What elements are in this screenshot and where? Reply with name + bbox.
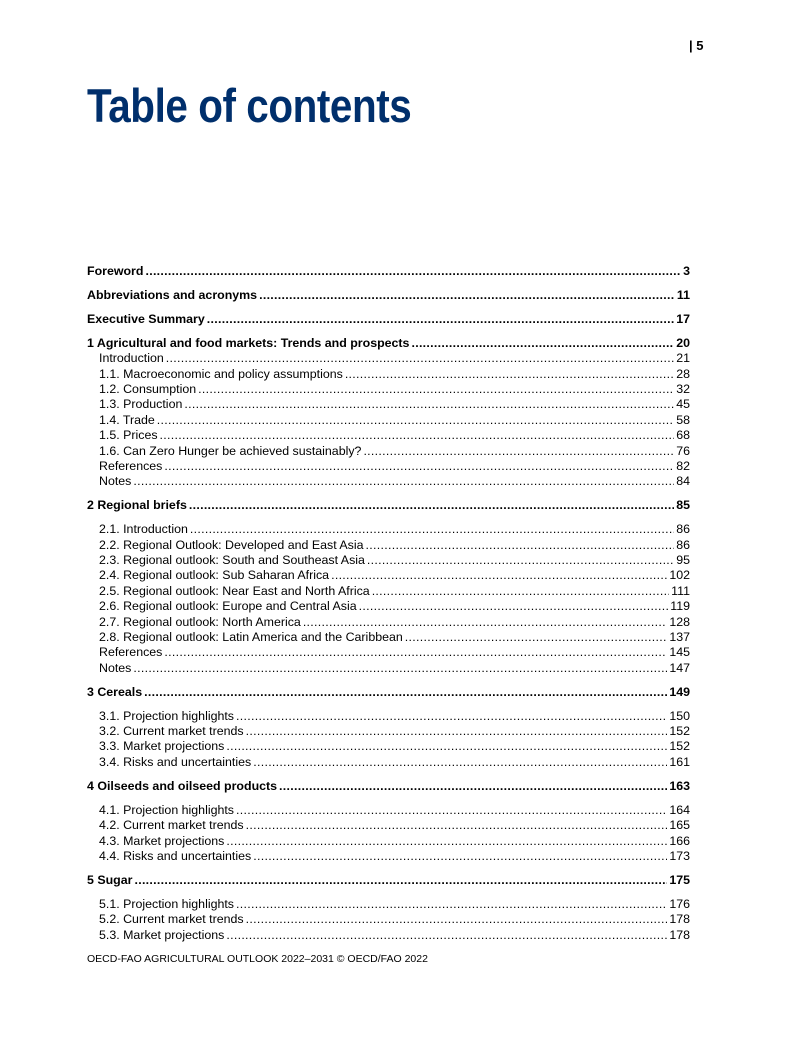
toc-entry-page: 58 <box>676 412 690 427</box>
toc-entry-page: 95 <box>676 553 690 567</box>
toc-entry[interactable] <box>87 685 690 700</box>
toc-entry-label: 1.1. Macroeconomic and policy assumptions <box>99 366 343 381</box>
toc-entry-page: 128 <box>669 614 690 629</box>
toc-entry[interactable] <box>87 818 690 833</box>
toc-entry-page: 175 <box>669 872 690 887</box>
dot-leader <box>166 351 674 366</box>
dot-leader <box>259 288 675 303</box>
dot-leader <box>372 584 669 599</box>
toc-entry-page: 85 <box>676 498 690 513</box>
toc-entry-page: 149 <box>669 684 690 699</box>
toc-entry-page: 165 <box>669 818 690 833</box>
toc-entry-page: 28 <box>676 366 690 381</box>
dot-leader <box>190 522 674 537</box>
toc-entry-label: 2.2. Regional Outlook: Developed and East Asia <box>99 537 364 552</box>
toc-entry-page: 147 <box>669 660 690 675</box>
toc-entry[interactable] <box>87 599 690 614</box>
toc-entry-label: References <box>99 645 163 660</box>
toc-entry[interactable] <box>87 382 690 397</box>
toc-entry[interactable] <box>87 661 690 676</box>
toc-entry[interactable] <box>87 413 690 428</box>
toc-entry-label: 5.1. Projection highlights <box>99 896 235 911</box>
dot-leader <box>246 724 668 739</box>
toc-entry-page: 152 <box>669 724 690 739</box>
toc-entry-page: 152 <box>669 739 690 754</box>
dot-leader <box>226 834 667 849</box>
dot-leader <box>366 538 675 553</box>
dot-leader <box>246 912 668 927</box>
toc-entry[interactable] <box>87 630 690 645</box>
toc-entry-label: 2.8. Regional outlook: Latin America and the Caribbean <box>99 630 403 645</box>
toc-entry[interactable] <box>87 739 690 754</box>
dot-leader <box>236 709 667 724</box>
dot-leader <box>133 474 674 489</box>
toc-entry-label: Notes <box>99 660 132 675</box>
toc-entry-label: 5.2. Current market trends <box>99 912 244 927</box>
dot-leader <box>145 264 681 279</box>
toc-entry-page: 178 <box>669 927 690 942</box>
toc-entry-label: 2 Regional briefs <box>87 498 187 513</box>
dot-leader <box>279 779 667 794</box>
toc-entry-label: 4.2. Current market trends <box>99 818 244 833</box>
toc-entry-label: 1.3. Production <box>99 397 183 412</box>
dot-leader <box>226 928 667 943</box>
toc-entry[interactable] <box>87 568 690 583</box>
toc-entry-label: 4.3. Market projections <box>99 833 225 848</box>
toc-entry[interactable] <box>87 779 690 794</box>
toc-entry-label: 2.3. Regional outlook: South and Southeast Asia <box>99 553 365 567</box>
toc-entry[interactable] <box>87 584 690 599</box>
toc-entry[interactable] <box>87 522 690 537</box>
toc-entry-label: Introduction <box>99 351 164 366</box>
dot-leader <box>236 897 667 912</box>
toc-entry-label: Executive Summary <box>87 311 205 326</box>
toc-entry[interactable] <box>87 849 690 864</box>
dot-leader <box>207 312 674 327</box>
toc-entry-label: 2.6. Regional outlook: Europe and Central Asia <box>99 599 357 614</box>
toc-entry-page: 102 <box>669 568 690 583</box>
toc-entry-page: 176 <box>669 896 690 911</box>
dot-leader <box>226 739 667 754</box>
page-footer: OECD-FAO AGRICULTURAL OUTLOOK 2022–2031 © OECD/FAO 2022 <box>87 953 428 965</box>
toc-entry-page: 45 <box>676 397 690 412</box>
toc-entry-page: 173 <box>669 848 690 863</box>
toc-entry[interactable] <box>87 928 690 943</box>
toc-entry-page: 20 <box>676 335 690 350</box>
toc-entry-page: 86 <box>676 522 690 537</box>
toc-entry-page: 82 <box>676 458 690 473</box>
toc-entry[interactable] <box>87 351 690 366</box>
toc-entry[interactable] <box>87 397 690 412</box>
dot-leader <box>164 459 674 474</box>
toc-entry-label: 3.4. Risks and uncertainties <box>99 754 252 769</box>
toc-entry-page: 163 <box>669 778 690 793</box>
dot-leader <box>157 413 674 428</box>
toc-entry-page: 3 <box>683 264 690 278</box>
toc-entry-page: 178 <box>669 912 690 927</box>
dot-leader <box>253 755 667 770</box>
toc-entry-label: 5 Sugar <box>87 872 133 887</box>
dot-leader <box>253 849 667 864</box>
toc-entry-label: 4.1. Projection highlights <box>99 802 235 817</box>
toc-entry[interactable] <box>87 724 690 739</box>
toc-entry[interactable] <box>87 553 690 568</box>
toc-entry-label: 3.1. Projection highlights <box>99 708 235 723</box>
dot-leader <box>246 818 668 833</box>
toc-entry-label: 1.2. Consumption <box>99 381 197 396</box>
toc-entry[interactable] <box>87 538 690 553</box>
toc-entry[interactable] <box>87 615 690 630</box>
dot-leader <box>345 367 674 382</box>
dot-leader <box>236 803 667 818</box>
toc-entry-label: 3.2. Current market trends <box>99 724 244 739</box>
toc-entry-label: 1.4. Trade <box>99 412 155 427</box>
table-of-contents <box>87 264 690 943</box>
dot-leader <box>367 553 674 568</box>
toc-entry[interactable] <box>87 834 690 849</box>
dot-leader <box>363 444 674 459</box>
toc-entry-page: 21 <box>676 351 690 366</box>
toc-entry-page: 11 <box>676 287 690 302</box>
toc-entry[interactable] <box>87 474 690 489</box>
toc-entry-label: 1 Agricultural and food markets: Trends and prospects <box>87 335 410 350</box>
toc-entry-page: 161 <box>669 754 690 769</box>
dot-leader <box>189 498 674 513</box>
toc-entry[interactable] <box>87 897 690 912</box>
toc-entry-page: 166 <box>669 833 690 848</box>
dot-leader <box>160 428 675 443</box>
toc-entry-label: Foreword <box>87 264 144 278</box>
toc-entry-label: 2.4. Regional outlook: Sub Saharan Africa <box>99 568 330 583</box>
toc-entry-label: 3.3. Market projections <box>99 739 225 754</box>
toc-entry-page: 86 <box>676 537 690 552</box>
dot-leader <box>133 661 667 676</box>
toc-entry-page: 137 <box>669 630 690 645</box>
toc-entry-label: 3 Cereals <box>87 684 143 699</box>
dot-leader <box>405 630 668 645</box>
toc-entry[interactable] <box>87 645 690 660</box>
toc-entry[interactable] <box>87 755 690 770</box>
toc-entry-label: 2.1. Introduction <box>99 522 188 537</box>
dot-leader <box>184 397 674 412</box>
toc-entry[interactable] <box>87 367 690 382</box>
toc-entry-page: 32 <box>676 381 690 396</box>
toc-entry-page: 145 <box>669 645 690 660</box>
toc-entry-page: 164 <box>669 802 690 817</box>
dot-leader <box>198 382 674 397</box>
toc-entry[interactable] <box>87 336 690 351</box>
toc-entry-page: 68 <box>676 428 690 443</box>
toc-entry[interactable] <box>87 444 690 459</box>
page-title: Table of contents <box>87 79 412 132</box>
toc-entry-label: 4 Oilseeds and oilseed products <box>87 778 278 793</box>
toc-entry-label: 2.5. Regional outlook: Near East and North Africa <box>99 583 370 598</box>
toc-entry-page: 150 <box>669 708 690 723</box>
toc-entry-label: Notes <box>99 474 132 489</box>
toc-entry-page: 17 <box>676 311 690 326</box>
page-number: | 5 <box>689 38 704 53</box>
toc-entry[interactable] <box>87 873 690 888</box>
toc-entry[interactable] <box>87 912 690 927</box>
toc-entry-label: 5.3. Market projections <box>99 927 225 942</box>
toc-entry[interactable] <box>87 498 690 513</box>
dot-leader <box>303 615 668 630</box>
toc-entry[interactable] <box>87 803 690 818</box>
toc-entry-label: 1.5. Prices <box>99 428 158 443</box>
toc-entry[interactable] <box>87 312 690 327</box>
toc-entry-label: Abbreviations and acronyms <box>87 287 258 302</box>
toc-entry[interactable] <box>87 709 690 724</box>
dot-leader <box>144 685 667 700</box>
toc-entry[interactable] <box>87 264 690 279</box>
toc-entry-label: 1.6. Can Zero Hunger be achieved sustainably? <box>99 443 362 458</box>
dot-leader <box>134 873 667 888</box>
dot-leader <box>359 599 669 614</box>
toc-entry-page: 111 <box>671 583 690 598</box>
toc-entry-label: 4.4. Risks and uncertainties <box>99 848 252 863</box>
toc-entry[interactable] <box>87 459 690 474</box>
dot-leader <box>164 645 667 660</box>
dot-leader <box>411 336 674 351</box>
toc-entry-page: 76 <box>676 443 690 458</box>
toc-entry-page: 84 <box>676 474 690 489</box>
toc-entry[interactable] <box>87 428 690 443</box>
toc-entry[interactable] <box>87 288 690 303</box>
toc-entry-label: References <box>99 458 163 473</box>
toc-entry-label: 2.7. Regional outlook: North America <box>99 614 301 629</box>
dot-leader <box>331 568 667 583</box>
toc-entry-page: 119 <box>670 599 690 614</box>
